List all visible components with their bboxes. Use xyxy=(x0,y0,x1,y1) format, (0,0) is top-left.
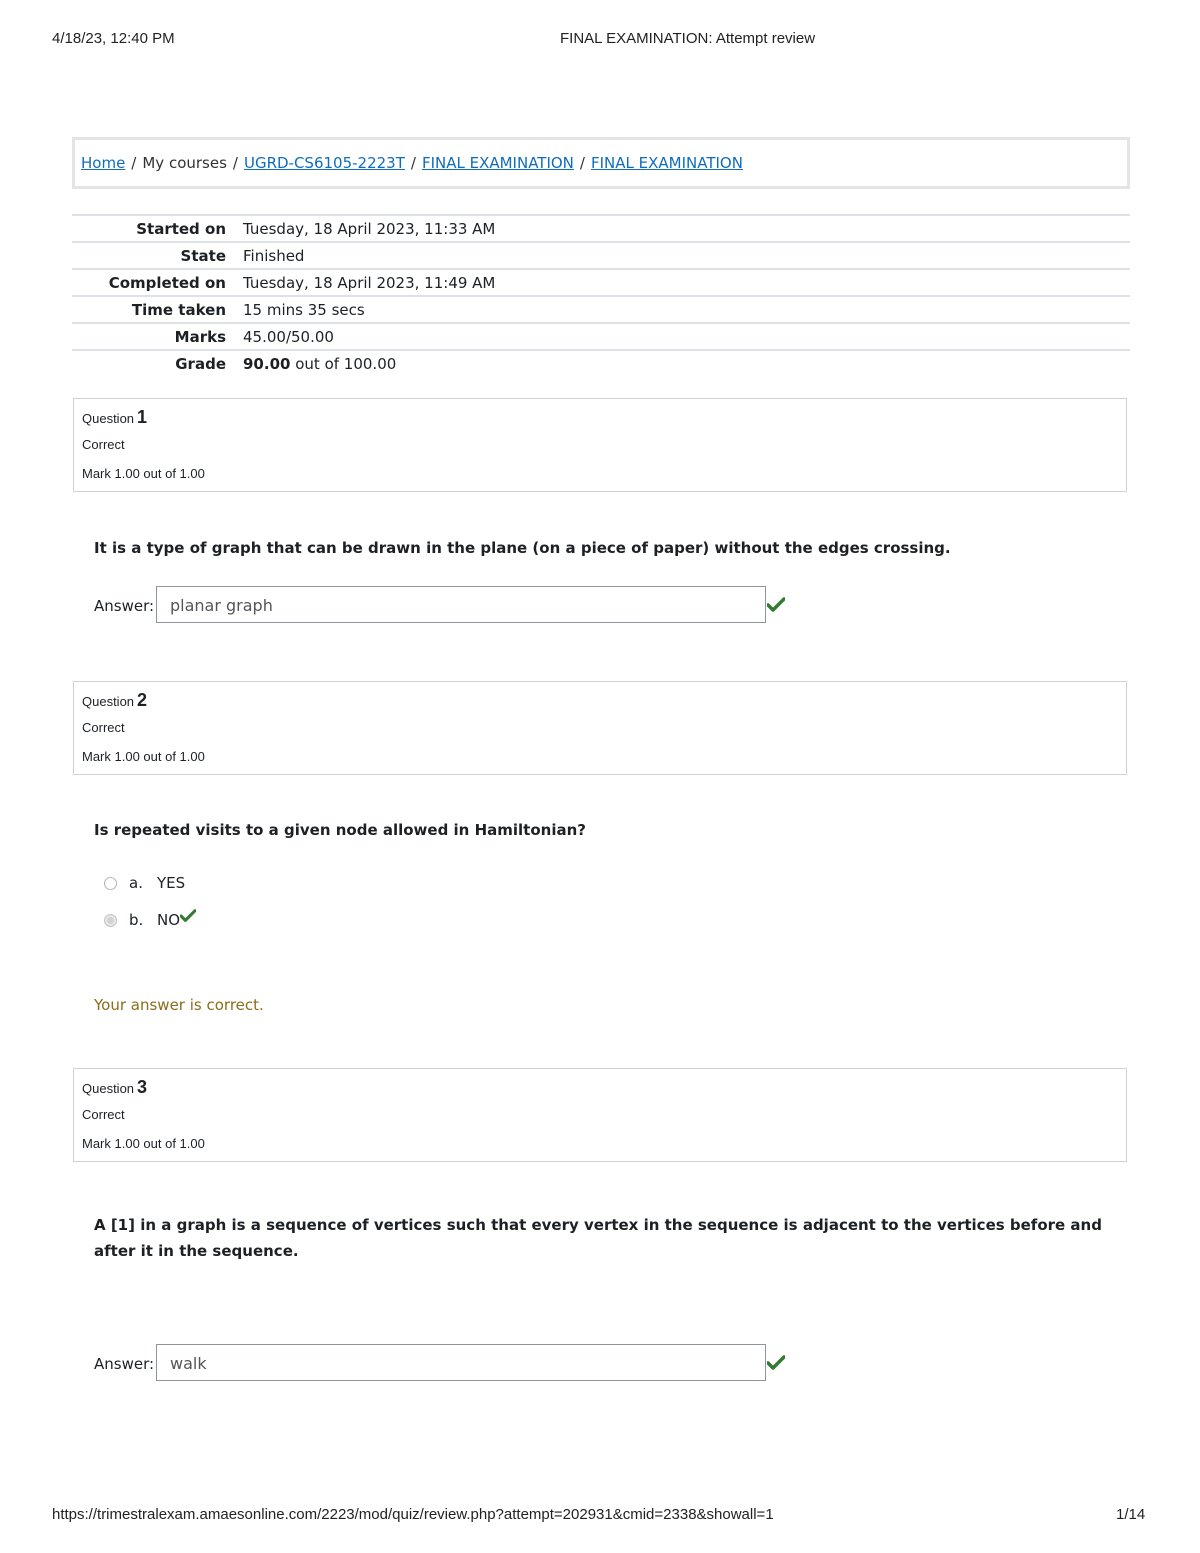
breadcrumb-quiz-link[interactable]: FINAL EXAMINATION xyxy=(590,154,743,172)
answer-label: Answer: xyxy=(94,1355,155,1373)
summary-row xyxy=(72,242,1130,269)
grade-suffix: out of 100.00 xyxy=(295,354,397,373)
option-letter: b. xyxy=(129,911,144,929)
summary-label: Completed on xyxy=(72,269,243,296)
question-number xyxy=(82,407,147,428)
breadcrumb-separator: / xyxy=(410,154,416,172)
question-prefix: Question xyxy=(82,1081,135,1096)
breadcrumb-home-link[interactable]: Home xyxy=(81,154,126,172)
summary-value: 15 mins 35 secs xyxy=(243,296,1130,323)
correct-check-icon xyxy=(767,1355,785,1371)
question-state: Correct xyxy=(82,1107,125,1122)
summary-row xyxy=(72,215,1130,242)
breadcrumb-my-courses: My courses xyxy=(142,154,227,172)
print-page-title: FINAL EXAMINATION: Attempt review xyxy=(560,30,816,47)
question-number xyxy=(82,690,147,711)
breadcrumb-separator: / xyxy=(579,154,585,172)
option-b[interactable] xyxy=(104,911,196,929)
breadcrumb xyxy=(81,154,743,172)
summary-label: Time taken xyxy=(72,296,243,323)
question-number xyxy=(82,1077,147,1098)
breadcrumb-section-link[interactable]: FINAL EXAMINATION xyxy=(421,154,574,172)
question-info-2 xyxy=(73,681,1127,775)
question-state: Correct xyxy=(82,437,125,452)
summary-label: Grade xyxy=(72,350,243,376)
question-number-value: 1 xyxy=(137,407,148,427)
answer-field[interactable]: planar graph xyxy=(156,586,766,623)
option-label: NO xyxy=(157,911,181,929)
summary-value: Finished xyxy=(243,242,1130,269)
question-text-3: A [1] in a graph is a sequence of vertices such that every vertex in the sequence is adjacent to the vertices before and after it in the sequence. xyxy=(94,1216,1102,1260)
question-prefix: Question xyxy=(82,694,135,709)
summary-row-grade xyxy=(72,350,1130,376)
question-text-1: It is a type of graph that can be drawn in the plane (on a piece of paper) without the edges crossing. xyxy=(94,539,951,557)
option-label: YES xyxy=(157,874,186,892)
option-a[interactable] xyxy=(104,874,185,892)
print-footer-url: https://trimestralexam.amaesonline.com/2223/mod/quiz/review.php?attempt=202931&cmid=2338&showall=1 xyxy=(52,1506,774,1523)
attempt-summary-table xyxy=(72,214,1130,376)
question-info-3 xyxy=(73,1068,1127,1162)
summary-value: 45.00/50.00 xyxy=(243,323,1130,350)
correct-check-icon xyxy=(180,909,196,923)
question-mark: Mark 1.00 out of 1.00 xyxy=(82,466,205,481)
answer-feedback: Your answer is correct. xyxy=(94,996,264,1014)
question-number-value: 3 xyxy=(137,1077,148,1097)
summary-row xyxy=(72,323,1130,350)
summary-row xyxy=(72,269,1130,296)
question-mark: Mark 1.00 out of 1.00 xyxy=(82,1136,205,1151)
print-datetime: 4/18/23, 12:40 PM xyxy=(52,30,175,47)
grade-value xyxy=(243,350,1130,376)
option-letter: a. xyxy=(129,874,143,892)
question-state: Correct xyxy=(82,720,125,735)
grade-score: 90.00 xyxy=(243,354,291,373)
summary-label: State xyxy=(72,242,243,269)
summary-label: Marks xyxy=(72,323,243,350)
correct-check-icon xyxy=(767,597,785,613)
breadcrumb-box xyxy=(72,137,1130,189)
summary-value: Tuesday, 18 April 2023, 11:33 AM xyxy=(243,215,1130,242)
answer-field[interactable]: walk xyxy=(156,1344,766,1381)
summary-row xyxy=(72,296,1130,323)
radio-button[interactable] xyxy=(104,877,117,890)
breadcrumb-separator: / xyxy=(131,154,137,172)
question-prefix: Question xyxy=(82,411,135,426)
summary-label: Started on xyxy=(72,215,243,242)
print-page-number: 1/14 xyxy=(1116,1506,1146,1523)
question-text-2: Is repeated visits to a given node allowed in Hamiltonian? xyxy=(94,821,586,839)
answer-label: Answer: xyxy=(94,597,155,615)
breadcrumb-course-link[interactable]: UGRD-CS6105-2223T xyxy=(243,154,405,172)
question-mark: Mark 1.00 out of 1.00 xyxy=(82,749,205,764)
question-number-value: 2 xyxy=(137,690,148,710)
breadcrumb-separator: / xyxy=(232,154,238,172)
summary-value: Tuesday, 18 April 2023, 11:49 AM xyxy=(243,269,1130,296)
radio-button-selected[interactable] xyxy=(104,914,117,927)
question-info-1 xyxy=(73,398,1127,492)
